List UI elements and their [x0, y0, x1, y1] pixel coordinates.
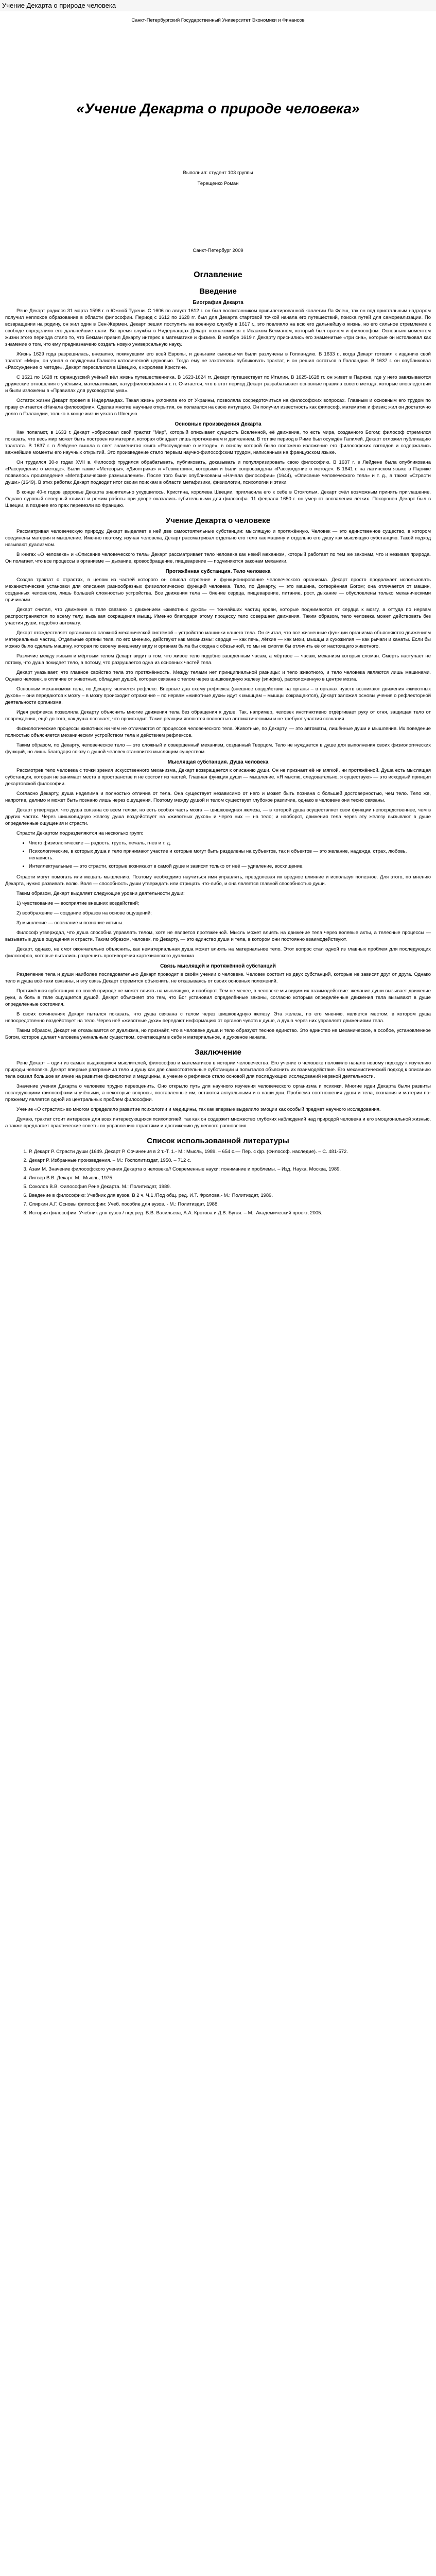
list-item: • Чисто физиологические — радость, грусть, печаль, гнев и т. д. — [29, 840, 431, 846]
reference-item: 1. Р. Декарт Р. Страсти души (1649. Декарт Р. Сочинения в 2 т.-Т. 1.- М.: Мысль, 1989. – 654 с.— Пер. с фр. (Философ. наследие). – С. 481-572. — [29, 1148, 431, 1155]
paragraph: В своих сочинениях Декарт пытался показать, что душа связана с телом через шишковидную железу. Эта железа, по его мнению, является местом, в котором душа непосредственно воздействует на тело. Через неё «животные духи» передают информацию от органов чувств к душе, а душа через них управляет движениями тела. — [5, 1011, 431, 1024]
reference-item: 5. Соколов В.В. Философия Рене Декарта. М.: Политиздат, 1989. — [29, 1183, 431, 1190]
document-page — [0, 18, 436, 1373]
paragraph: Декарт указывает, что главное свойство тела это протяжённость. Между телами нет принципиальной разницы: и тело животного, и тело человека являются лишь машинами. Однако человек, в отличие от животных, обладает душой, которая связана с телом через шишковидную железу (эпифиз), расположенную в центре мозга. — [5, 670, 431, 682]
reference-item: 8. История философии: Учебник для вузов / под ред. В.В. Васильева, А.А. Кротова и Д.В. Бугая. – М.: Академический проект, 2005. — [29, 1210, 431, 1216]
paragraph: Философ утверждал, что душа способна управлять телом, хотя не является протяжённой. Мысль может влиять на движение тела через волевые акты, а телесные процессы — вызывать в душе ощущения и страсти. Таким образом, человек, по Декарту, — это единство души и тела, в котором они постоянно взаимодействуют. — [5, 930, 431, 942]
paragraph: Остаток жизни Декарт провел в Нидерландах. Такая жизнь уклоняла его от Украины, позволяла сосредоточиться на философских вопросах. Главным и основным его трудом по праву считается «Начала философии». Сделав многие научные открытия, он полагался на свою интуицию. Он получил известность как философ, математик и физик; жил он достаточно долго в Голландии, только в конце жизни уехав в Швецию. — [5, 398, 431, 417]
reference-item: 2. Декарт Р. Избранные произведения. – М.: Госполитиздат, 1950. – 712 с. — [29, 1157, 431, 1164]
subsection-title-works: Основные произведения Декарта — [175, 421, 261, 427]
paragraph: Декарт считал, что движение в теле связано с движением «животных духов» — тончайших частиц крови, которые поднимаются от сердца к мозгу, а оттуда по нервам распространяются по всему телу, вызывая сокращения мышц. Именно благодаря этому процессу тело совершает движения. Таким образом, тело человека может действовать без участия души, подобно автомату. — [5, 607, 431, 626]
references-list — [29, 1148, 431, 1216]
paragraph: Таким образом, Декарт выделяет следующие уровни деятельности души: — [16, 891, 185, 896]
paragraph: Жизнь 1629 года разрешилась, внезапно, покинувшим его всей Европы, и деньгами сыновьями были разлучены в Голландию. В 1633 г., когда Декарт готовил к изданию свой трактат «Мир», он узнал о осуждении Галилея католической церковью. Тогда ему не захотелось публиковать трактат, и он решил остаться в Голландии. В 1637 г. он опубликовал «Рассуждение о методе». Декарт переселился в Швецию, к королеве Кристине. — [5, 351, 431, 370]
paragraph: Страсти могут помогать или мешать мышлению. Поэтому необходимо научиться ими управлять, преодолевая их вредное влияние и используя полезное. Для этого, по мнению Декарта, нужно развивать волю. Воля — способность души утверждать или отрицать что-либо, и она является главной способностью души. — [5, 874, 431, 887]
document-header-title: Учение Декарта о природе человека — [2, 2, 116, 9]
reference-item: 7. Спиркин А.Г. Основы философии: Учеб. пособие для вузов. - М.: Политиздат, 1988. — [29, 1201, 431, 1208]
paragraph: Протяжённая субстанция по своей природе не может влиять на мыслящую, и наоборот. Тем не менее, в человеке мы видим их взаимодействие: желание души вызывает движение руки, а боль в теле ощущается душой. Декарт объясняет это тем, что Бог установил определённые законы, согласно которым определённые движения тела вызывают в душе определённые состояния. — [5, 988, 431, 1007]
passions-list — [29, 840, 431, 870]
paragraph: Физиологические процессы животных ни чем не отличаются от процессов человеческого тела. Животные, по Декарту, — это автоматы, лишённые души и мышления. Их поведение полностью объясняется механическим устройством тела и действием рефлексов. — [5, 726, 431, 738]
paragraph: 1) чувствование — восприятие внешних воздействий; — [16, 901, 139, 906]
paragraph: Различие между живым и мёртвым телом Декарт видит в том, что живое тело подобно заведённым часам, а мёртвое — часам, механизм которых сломан. Смерть наступает не потому, что душа покидает тело, а потому, что разрушается одна из основных частей тела. — [5, 653, 431, 666]
paragraph: Значение учения Декарта о человеке трудно переоценить. Оно открыло путь для научного изучения человеческого организма и психики. Многие идеи Декарта были развиты последующими философами и учёными, а некоторые вопросы, поставленные им, остаются актуальными и в наши дни. Проблема соотношения души и тела, сознания и материи по-прежнему является одной из центральных проблем философии. — [5, 1083, 431, 1103]
author-line: Выполнил: студент 103 группы — [183, 170, 253, 176]
paragraph: Рассматривая человеческую природу, Декарт выделяет в ней две самостоятельные субстанции: мыслящую и протяжённую. Человек — это единственное существо, в котором соединены материя и мышление. Именно поэтому, изучая человека, Декарт рассматривал отдельно его тело как машину и отдельно его душу как мыслящую субстанцию. Такой подход называют дуализмом. — [5, 529, 431, 548]
paragraph: Страсти Декартом подразделяются на несколько групп: — [16, 831, 144, 836]
paragraph: Таким образом, по Декарту, человеческое тело — это сложный и совершенный механизм, созданный Творцом. Тело не нуждается в душе для выполнения своих физиологических функций, но лишь благодаря союзу с душой человек становится мыслящим существом. — [5, 742, 431, 755]
subsection-title-soul: Мыслящая субстанция. Душа человека — [167, 759, 269, 765]
paragraph: Декарт отождествляет организм со сложной механической системой – устройство машинки нашего тела. Он считал, что все жизненные функции организма объясняются движением материальных частиц. Отдельные органы тела, по его мнению, действуют как механизмы: сердце — как печь, лёгкие — как мехи, мышцы и сухожилия — как рычаги и канаты. Если бы можно было сделать машину, которая по своему внешнему виду и органам была бы сходна с обезьяной, то мы не смогли бы отличить её от настоящего животного. — [5, 630, 431, 649]
paragraph: В книгах «О человеке» и «Описание человеческого тела» Декарт рассматривает тело человека как некий механизм, который работает по тем же законам, что и неживая природа. Он полагает, что все процессы в организме — дыхание, кровообращение, пищеварение — подчиняются законам механики. — [5, 552, 431, 564]
paragraph: Декарт, однако, не смог окончательно объяснить, как нематериальная душа может влиять на материальное тело. Этот вопрос стал одной из главных проблем для последующих философов, которые пытались разрешить противоречия картезианского дуализма. — [5, 946, 431, 959]
paragraph: Думаю, трактат стоит интересен для всех интересующихся психологией, так как он содержит множество глубоких наблюдений над природой человека и его эмоциональной жизнью, а также предлагает практические советы по управлению страстями и достижению душевного равновесия. — [5, 1116, 431, 1129]
paragraph: Рене Декарт родился 31 марта 1596 г. в Южной Турени. С 1606 по август 1612 г. он был воспитанником привилегированной коллегии Ла Флеш, так он под пристальным надзором получил неплохое образование в области философии. Период с 1612 по 1628 гг. был для Декарта стартовой точкой начала его путешествий, поиска путей для самореализации. По возвращении на родину, он жил один в Сен-Жермен. Декарт решил поступить на военную службу в 1617 г., это повлияло на всю его дальнейшую жизнь, но его сильное стремление к свободе определило его дальнейшие шаги. Во время службы в Нидерландах Декарт познакомился с Исааком Бекманом, который был врачом и философом. Основным моментом жизни этого периода стало то, что Бекман привил Декарту интерес к математике и физике. В ноябре 1619 г. Декарту приснились его знаменитые «три сна», которые он истолковал как знамение о том, что ему предназначено создать новую универсальную науку. — [5, 308, 431, 347]
list-item: • Психологические, в которых душа и тело принимают участие и которые могут быть разделены на субъектов, так и объектов — это желание, надежда, страх, любовь, ненависть. — [29, 848, 431, 861]
reference-item: 6. Введение в философию: Учебник для вузов. В 2 ч. Ч.1 /Под общ. ред. И.Т. Фролова.- М.: Политиздат, 1989. — [29, 1192, 431, 1199]
document-header — [0, 0, 436, 11]
subsection-title-link: Связь мыслящей и протяжённой субстанций — [160, 963, 276, 969]
list-item: • Интеллектуальные — это страсти, которые возникают в самой душе и зависят только от неё — удивление, восхищение. — [29, 863, 431, 870]
paragraph: Он трудился 30-х годах XVII в. Философ трудился обрабатывать, публиковать, доказывать и популяризировать свою философию. В 1637 г. в Лейдене была опубликована «Рассуждение о методе». Были также «Метеоры», «Диоптрика» и «Геометрия», которыми и были сопровождены «Рассуждение о методе». В 1641 г. на латинском языке в Париже появилось произведение «Метафизические размышления». После того были опубликованы «Начала философии» (1644), «Описание человеческого тела» и т. д., а также «Страсти души» (1649). В этих работах Декарт подводит итог своим поискам в области метафизики, физиологии, психологии и этики. — [5, 460, 431, 485]
page-bottom-space — [5, 1218, 431, 1373]
paragraph: Рассмотрев тело человека с точки зрения искусственного механизма, Декарт возвращается к описанию души. Он не признает её ни мягкой, ни протяжённой. Душа есть мыслящая субстанция, которая не занимает места в пространстве и не состоит из частей. Главная функция души — мышление. «Я мыслю, следовательно, я существую» — это исходный принцип декартовской философии. — [5, 768, 431, 787]
author-block — [0, 170, 436, 187]
reference-item: 3. Азам М. Значение философского учения Декарта о человеке// Современные науки: понимание и проблемы. – Изд. Наука, Москва, 1989. — [29, 1166, 431, 1173]
paragraph: Таким образом, Декарт не отказывается от дуализма, но признаёт, что в человеке душа и тело образуют тесное единство. Это единство не механическое, а особое, установленное Богом, которое делает человека уникальным существом, сочетающим в себе и материальное, и духовное начала. — [5, 1028, 431, 1040]
subsection-title-bio: Биография Декарта — [193, 300, 243, 306]
section-title-references: Список использованной литературы — [147, 1137, 289, 1145]
paragraph: Разделение тела и души наиболее последовательно Декарт проводит в своём учении о человеке. Человек состоит из двух субстанций, которые не зависят друг от друга. Однако тело и душа всё-таки связаны, и эту связь Декарт стремится объяснить, не отказываясь от своих основных положений. — [5, 972, 431, 984]
document-content — [5, 287, 431, 1373]
document-title: «Учение Декарта о природе человека» — [76, 100, 360, 116]
paragraph: Рене Декарт – один из самых выдающихся мыслителей, философов и математиков в истории человечества. Его учение о человеке положило начало новому подходу к изучению природы человека. Декарт впервые разграничил тело и душу как две самостоятельные субстанции и попытался объяснить их взаимодействие. Его механистический подход к описанию тела оказал большое влияние на развитие физиологии и медицины, а учение о рефлексе стало основой для последующих исследований нервной деятельности. — [5, 1060, 431, 1079]
paragraph: Как полагают, в 1633 г. Декарт «обрисовал свой трактат "Мир", который описывает сущность Вселенной, её движение, то есть мира, созданного Богом; философ стремился показать, что весь мир может быть построен из материи, которая обладает лишь протяжением и движением. В тот же период в Риме был осуждён Галилей. Декарт отложил публикацию трактата. В 1637 г. в Лейдене вышла в свет знаменитая книга «Рассуждение о методе», в основу которой было положено изложение его философских взглядов и содержались важнейшие моменты его научных открытий. Это произведение стало первым научно-философским трудом, написанным на французском языке. — [5, 430, 431, 455]
paragraph: Идея рефлекса позволила Декарту объяснить многие движения тела без обращения к душе. Так, например, человек инстинктивно отдёргивает руку от огня, защищая тело от повреждения, ещё до того, как душа осознает, что происходит. Такие реакции являются полностью автоматическими и не требуют участия сознания. — [5, 709, 431, 722]
section-title-intro: Введение — [199, 287, 237, 296]
paragraph: В конце 40-х годов здоровье Декарта значительно ухудшилось. Кристина, королева Швеции, пригласила его к себе в Стокгольм. Декарт счёл возможным принять приглашение. Однако суровый северный климат и режим работы при дворе оказались губительными для философа. 11 февраля 1650 г. он умер от воспаления лёгких. Похоронен Декарт был в Швеции, а позднее его прах перевезли во Францию. — [5, 489, 431, 509]
author-name: Терещенко Роман — [197, 181, 239, 187]
paragraph: 2) воображение — создание образов на основе ощущений; — [16, 910, 152, 916]
paragraph: Основным механизмом тела, по Декарту, является рефлекс. Впервые дав схему рефлекса (внешнее воздействие на органы – в органах чувств возникают движения «животных духов» – они передаются к мозгу – в мозгу происходит отражение – по нервам «животные духи» идут к мышцам – мышцы сокращаются), Декарт заложил основы учения о рефлекторной деятельности организма. — [5, 686, 431, 705]
paragraph: Согласно Декарту, душа неделима и полностью отлична от тела. Она существует независимо от него и может быть познана с большей достоверностью, чем тело. Тело же, напротив, делимо и может быть познано лишь через ощущения. Поэтому между душой и телом существует глубокое различие, однако в человеке они тесно связаны. — [5, 791, 431, 803]
city-year: Санкт-Петербург 2009 — [193, 248, 243, 253]
section-title-conclusion: Заключение — [195, 1048, 241, 1057]
paragraph: Учение «О страстях» во многом определило развитие психологии и медицины, так как впервые выделило эмоции как особый предмет научного исследования. — [16, 1107, 381, 1112]
paragraph: Создав трактат о страстях, в целом из частей которого он описал строение и функционирование человеческого организма. Декарт просто продолжает использовать механистические установки для описания разнообразных физиологических функций человека. Тело, по Декарту, — это машина, сотворённая Богом; она отличается от машин, созданных человеком, лишь большей сложностью устройства. Все движения тела — биение сердца, пищеварение, питание, рост, дыхание — обусловлены только механическими причинами. — [5, 577, 431, 603]
section-title-human: Учение Декарта о человеке — [165, 516, 271, 525]
paragraph: С 1621 по 1628 гг. французский учёный вёл жизнь путешественника. В 1623-1624 гг. Декарт путешествует по Италии. В 1625-1628 гг. он живет в Париже, где у него завязываются дружеские отношения с учёными, математиками, натурфилософами и т. п. Считается, что в этот период Декарт разрабатывает основные правила своего метода, которые впоследствии и были изложены в «Правилах для руководства ума». — [5, 375, 431, 394]
subsection-title-body: Протяжённая субстанция. Тело человека — [165, 569, 271, 574]
toc-title: Оглавление — [194, 270, 242, 279]
reference-item: 4. Литвер В.В. Декарт. М.: Мысль, 1975. — [29, 1175, 431, 1181]
paragraph: 3) мышление — осознание и познание истины. — [16, 920, 124, 926]
institute-name: Санкт-Петербургский Государственный Университет Экономики и Финансов — [131, 18, 305, 23]
paragraph: Декарт утверждал, что душа связана со всем телом, но есть особая часть мозга — шишковидная железа, — в которой душа осуществляет свои функции непосредственнее, чем в других частях. Через шишковидную железу душа воздействует на «животных духов» и через них — на тело; и наоборот, движения тела через эту железу вызывают в душе определённые ощущения и страсти. — [5, 807, 431, 826]
